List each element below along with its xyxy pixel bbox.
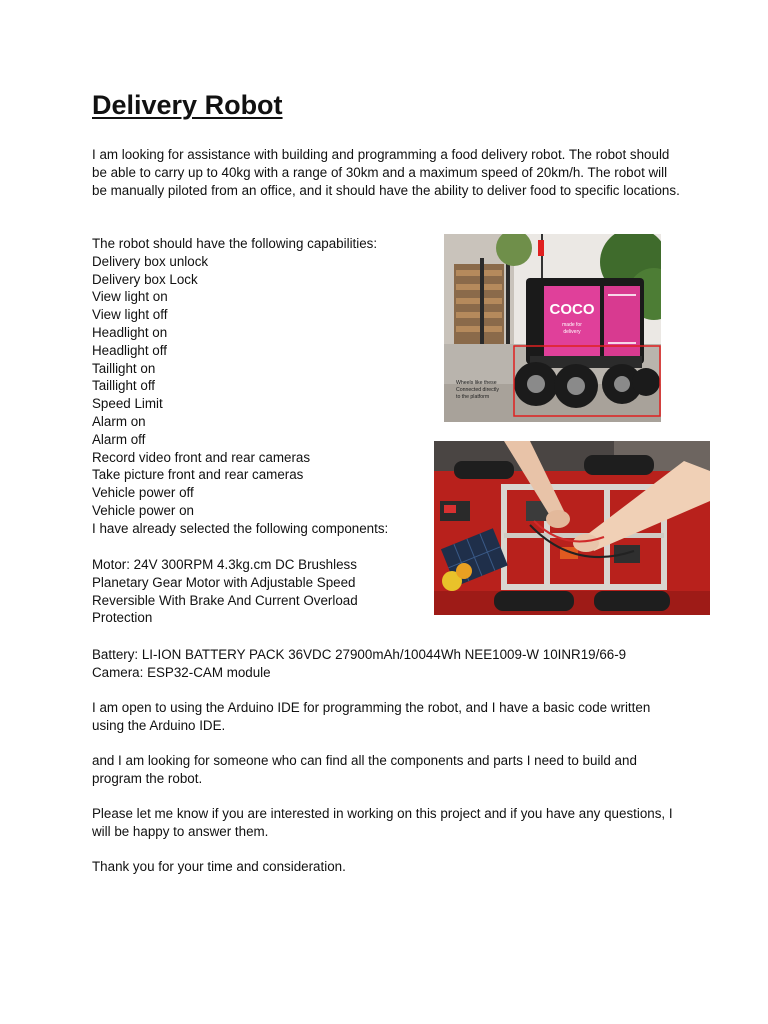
capability-item: Vehicle power off bbox=[92, 485, 194, 501]
capability-item: Taillight on bbox=[92, 360, 156, 376]
capability-item: Alarm off bbox=[92, 431, 146, 447]
annotation-text-1: Wheels like these bbox=[456, 380, 497, 386]
capabilities-list bbox=[92, 235, 437, 538]
chassis-build-photo bbox=[434, 441, 710, 615]
robot-photo bbox=[444, 234, 661, 422]
robot-tagline-2: delivery bbox=[563, 329, 581, 335]
capability-item: Delivery box unlock bbox=[92, 253, 209, 269]
robot-brand-logo: COCO bbox=[549, 301, 595, 318]
capability-item: Take picture front and rear cameras bbox=[92, 467, 304, 483]
components-request-paragraph: and I am looking for someone who can find all the components and parts I need to build and program the robot. bbox=[92, 753, 637, 786]
capability-item: Headlight on bbox=[92, 324, 168, 340]
capability-item: View light on bbox=[92, 289, 168, 305]
battery-spec: Battery: LI-ION BATTERY PACK 36VDC 27900mAh/10044Wh NEE1009-W 10INR19/66-9 bbox=[92, 647, 627, 662]
annotation-text-3: to the platform bbox=[456, 394, 490, 400]
arduino-paragraph: I am open to using the Arduino IDE for programming the robot, and I have a basic code written using the Arduino IDE. bbox=[92, 700, 651, 733]
motor-spec: Motor: 24V 300RPM 4.3kg.cm DC Brushless Planetary Gear Motor with Adjustable Speed Reversible With Brake And Current Overload Protection bbox=[92, 557, 358, 626]
annotation-text-2: Connected directly bbox=[456, 387, 499, 393]
capability-item: Alarm on bbox=[92, 413, 146, 429]
capability-item: Taillight off bbox=[92, 378, 156, 394]
camera-spec: Camera: ESP32-CAM module bbox=[92, 664, 271, 680]
robot-illustration bbox=[444, 234, 661, 422]
page-title: Delivery Robot bbox=[92, 90, 283, 120]
closing-paragraph: Please let me know if you are interested in working on this project and if you have any questions, I will be happy to answer them. bbox=[92, 806, 673, 839]
capabilities-heading: The robot should have the following capabilities: bbox=[92, 236, 378, 251]
power-camera-specs bbox=[92, 646, 682, 682]
chassis-illustration bbox=[434, 441, 710, 615]
capability-item: Speed Limit bbox=[92, 396, 163, 412]
capability-item: Headlight off bbox=[92, 342, 167, 358]
components-heading: I have already selected the following components: bbox=[92, 520, 389, 536]
capability-item: Record video front and rear cameras bbox=[92, 449, 311, 465]
intro-paragraph: I am looking for assistance with building and programming a food delivery robot. The robot should be able to carry up to 40kg with a range of 30km and a maximum speed of 20km/h. The robot will be manually piloted from an office, and it should have the ability to deliver food to specific locations. bbox=[92, 147, 680, 198]
capability-item: Delivery box Lock bbox=[92, 271, 198, 287]
thanks-paragraph: Thank you for your time and consideration. bbox=[92, 859, 346, 874]
capability-item: View light off bbox=[92, 307, 168, 323]
capability-item: Vehicle power on bbox=[92, 502, 194, 518]
robot-tagline-1: made for bbox=[562, 322, 582, 328]
